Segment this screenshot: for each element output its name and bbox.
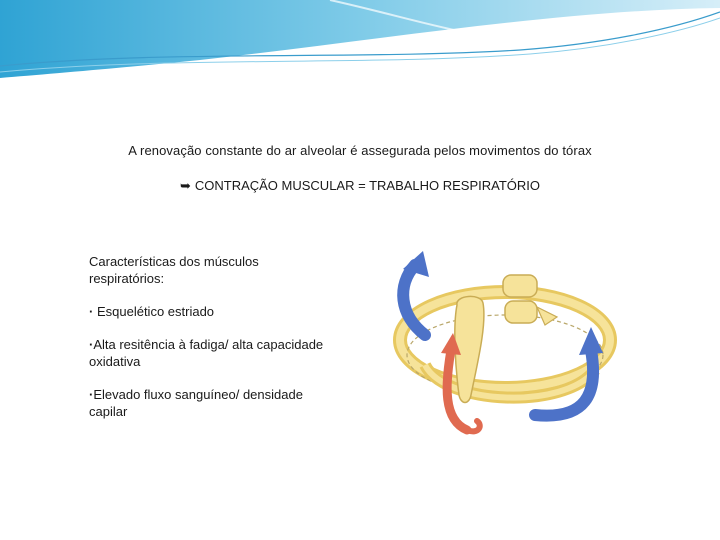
list-item xyxy=(89,386,344,420)
header-wave-decoration xyxy=(0,0,720,90)
list-item-text: Alta resitência à fadiga/ alta capacidade oxidativa xyxy=(89,337,324,369)
subtitle-text: CONTRAÇÃO MUSCULAR = TRABALHO RESPIRATÓRIO xyxy=(194,178,541,193)
list-item xyxy=(89,336,359,370)
characteristics-title: Características dos músculos respiratórios: xyxy=(89,254,259,286)
list-item-text: Elevado fluxo sanguíneo/ densidade capilar xyxy=(89,387,303,419)
rib-cage-illustration xyxy=(385,245,625,445)
list-item-text: Esquelético estriado xyxy=(96,304,215,319)
intro-text: A renovação constante do ar alveolar é assegurada pelos movimentos do tórax xyxy=(128,143,592,158)
bullet-icon: · xyxy=(89,387,94,402)
bullet-icon: · xyxy=(89,304,94,319)
subtitle xyxy=(0,178,720,194)
bullet-icon: · xyxy=(89,337,94,352)
list-item xyxy=(89,303,349,320)
right-arrow-outline-icon: ➥ xyxy=(179,178,191,193)
